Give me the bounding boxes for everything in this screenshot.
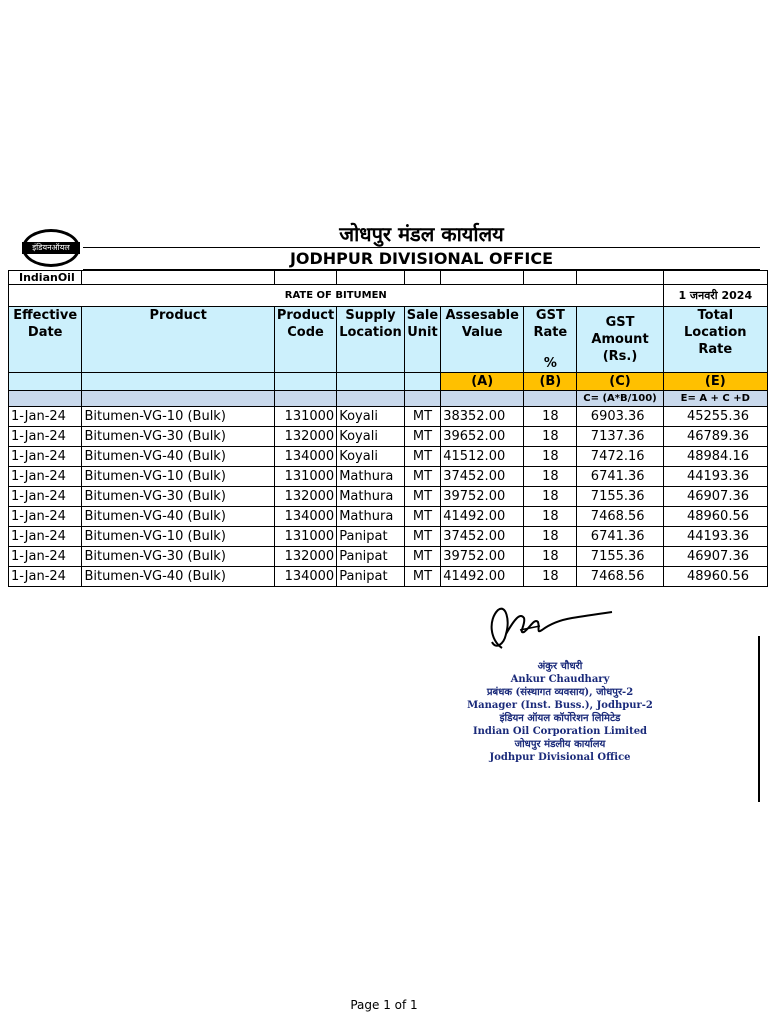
company-name-hindi: इंडियन ऑयल कॉर्पोरेशन लिमिटेड: [499, 713, 621, 724]
cell-location: Mathura: [337, 507, 405, 527]
cell-unit: MT: [404, 467, 440, 487]
cell-code: 131000: [274, 407, 336, 427]
cell-total: 48984.16: [663, 447, 767, 467]
cell-unit: MT: [404, 507, 440, 527]
cell-value: 39652.00: [441, 427, 524, 447]
page-number: Page 1 of 1: [350, 998, 418, 1012]
cell-value: 37452.00: [441, 467, 524, 487]
cell-gst: 18: [524, 447, 577, 467]
cell-value: 38352.00: [441, 407, 524, 427]
cell-location: Panipat: [337, 567, 405, 587]
cell-total: 46907.36: [663, 547, 767, 567]
logo-text: IndianOil: [19, 271, 75, 284]
cell-unit: MT: [404, 567, 440, 587]
page-edge-line: [758, 636, 760, 802]
cell-gst_amt: 7155.36: [577, 547, 663, 567]
cell-unit: MT: [404, 407, 440, 427]
cell-location: Mathura: [337, 467, 405, 487]
cell-product: Bitumen-VG-30 (Bulk): [82, 487, 274, 507]
cell-code: 131000: [274, 527, 336, 547]
table-row: [9, 407, 768, 427]
table-row: [9, 487, 768, 507]
table-row: [9, 567, 768, 587]
cell-code: 132000: [274, 547, 336, 567]
marker-c: (C): [577, 373, 663, 391]
cell-total: 48960.56: [663, 507, 767, 527]
marker-e: (E): [663, 373, 767, 391]
cell-location: Mathura: [337, 487, 405, 507]
formula-e: E= A + C +D: [663, 391, 767, 407]
cell-date: 1-Jan-24: [9, 567, 82, 587]
cell-date: 1-Jan-24: [9, 447, 82, 467]
cell-gst_amt: 7468.56: [577, 567, 663, 587]
bitumen-rate-table: [8, 270, 768, 587]
col-gst-rate: [524, 307, 577, 373]
formula-row: [9, 391, 768, 407]
cell-product: Bitumen-VG-30 (Bulk): [82, 547, 274, 567]
cell-gst: 18: [524, 427, 577, 447]
cell-value: 37452.00: [441, 527, 524, 547]
cell-gst_amt: 6903.36: [577, 407, 663, 427]
table-row: [9, 467, 768, 487]
cell-total: 48960.56: [663, 567, 767, 587]
company-name-english: Indian Oil Corporation Limited: [472, 726, 648, 737]
rate-date: 1 जनवरी 2024: [663, 285, 767, 307]
cell-date: 1-Jan-24: [9, 527, 82, 547]
gst-rate-label: GST Rate: [533, 308, 568, 340]
cell-value: 41492.00: [441, 567, 524, 587]
cell-gst: 18: [524, 547, 577, 567]
cell-product: Bitumen-VG-10 (Bulk): [82, 407, 274, 427]
signer-name-english: Ankur Chaudhary: [510, 674, 610, 685]
cell-product: Bitumen-VG-40 (Bulk): [82, 567, 274, 587]
cell-code: 134000: [274, 507, 336, 527]
cell-date: 1-Jan-24: [9, 507, 82, 527]
cell-gst_amt: 7155.36: [577, 487, 663, 507]
formula-c: C= (A*B/100): [577, 391, 663, 407]
cell-gst_amt: 6741.36: [577, 467, 663, 487]
blank-row: [9, 271, 768, 285]
gst-rate-unit: %: [543, 356, 557, 371]
cell-code: 134000: [274, 447, 336, 467]
col-total-rate: Total Location Rate: [663, 307, 767, 373]
cell-total: 45255.36: [663, 407, 767, 427]
cell-location: Panipat: [337, 527, 405, 547]
cell-gst: 18: [524, 407, 577, 427]
cell-unit: MT: [404, 547, 440, 567]
cell-product: Bitumen-VG-30 (Bulk): [82, 427, 274, 447]
cell-unit: MT: [404, 447, 440, 467]
marker-row: [9, 373, 768, 391]
signature-block: [440, 660, 680, 764]
cell-value: 39752.00: [441, 487, 524, 507]
cell-date: 1-Jan-24: [9, 487, 82, 507]
col-product-code: Product Code: [274, 307, 336, 373]
header-row: [9, 307, 768, 373]
cell-value: 41492.00: [441, 507, 524, 527]
cell-gst: 18: [524, 487, 577, 507]
marker-b: (B): [524, 373, 577, 391]
cell-date: 1-Jan-24: [9, 467, 82, 487]
table-subtitle: RATE OF BITUMEN: [9, 285, 664, 307]
cell-unit: MT: [404, 527, 440, 547]
cell-unit: MT: [404, 487, 440, 507]
office-title-english: JODHPUR DIVISIONAL OFFICE: [83, 248, 760, 270]
col-product: Product: [82, 307, 274, 373]
cell-gst: 18: [524, 527, 577, 547]
cell-value: 39752.00: [441, 547, 524, 567]
cell-gst_amt: 7137.36: [577, 427, 663, 447]
signer-designation-english: Manager (Inst. Buss.), Jodhpur-2: [467, 700, 653, 711]
cell-product: Bitumen-VG-40 (Bulk): [82, 507, 274, 527]
logo-hindi-text: इंडियनऑयल: [22, 242, 80, 254]
cell-location: Koyali: [337, 447, 405, 467]
cell-total: 46789.36: [663, 427, 767, 447]
cell-value: 41512.00: [441, 447, 524, 467]
cell-date: 1-Jan-24: [9, 427, 82, 447]
col-supply-location: Supply Location: [337, 307, 405, 373]
cell-gst_amt: 7468.56: [577, 507, 663, 527]
marker-a: (A): [441, 373, 524, 391]
cell-product: Bitumen-VG-40 (Bulk): [82, 447, 274, 467]
signature-image: [480, 600, 620, 660]
cell-gst_amt: 7472.16: [577, 447, 663, 467]
cell-gst: 18: [524, 567, 577, 587]
table-row: [9, 447, 768, 467]
col-effective-date: Effective Date: [9, 307, 82, 373]
office-title-hindi: जोधपुर मंडल कार्यालय: [83, 220, 760, 248]
table-row: [9, 507, 768, 527]
cell-gst: 18: [524, 467, 577, 487]
cell-product: Bitumen-VG-10 (Bulk): [82, 467, 274, 487]
table-row: [9, 527, 768, 547]
cell-unit: MT: [404, 427, 440, 447]
cell-gst_amt: 6741.36: [577, 527, 663, 547]
cell-date: 1-Jan-24: [9, 407, 82, 427]
cell-gst: 18: [524, 507, 577, 527]
cell-product: Bitumen-VG-10 (Bulk): [82, 527, 274, 547]
signer-designation-hindi: प्रबंधक (संस्थागत व्यवसाय), जोधपुर-2: [486, 687, 634, 698]
office-name-english: Jodhpur Divisional Office: [489, 752, 631, 763]
table-row: [9, 427, 768, 447]
cell-code: 131000: [274, 467, 336, 487]
subtitle-row: [9, 285, 768, 307]
cell-total: 46907.36: [663, 487, 767, 507]
col-assessable-value: Assesable Value: [441, 307, 524, 373]
col-sale-unit: Sale Unit: [404, 307, 440, 373]
cell-code: 134000: [274, 567, 336, 587]
cell-date: 1-Jan-24: [9, 547, 82, 567]
signer-name-hindi: अंकुर चौधरी: [537, 661, 583, 672]
cell-location: Panipat: [337, 547, 405, 567]
table-row: [9, 547, 768, 567]
cell-code: 132000: [274, 487, 336, 507]
office-name-hindi: जोधपुर मंडलीय कार्यालय: [514, 739, 606, 750]
col-gst-amount: GST Amount (Rs.): [577, 307, 663, 373]
cell-total: 44193.36: [663, 467, 767, 487]
cell-total: 44193.36: [663, 527, 767, 547]
cell-code: 132000: [274, 427, 336, 447]
cell-location: Koyali: [337, 427, 405, 447]
cell-location: Koyali: [337, 407, 405, 427]
